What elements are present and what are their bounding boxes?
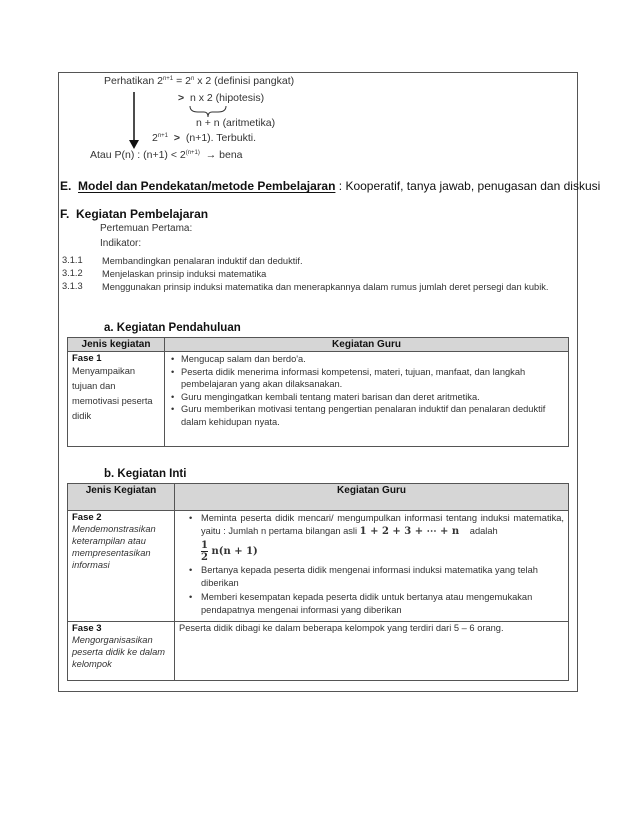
list-item: • Memberi kesempatan kepada peserta didik untuk bertanya atau mengemukakan pendapatnya mengenai informasi yang diberikan [191, 591, 564, 617]
fase-label: Fase 2 [72, 512, 102, 523]
pendahuluan-heading: a. Kegiatan Pendahuluan [104, 322, 241, 334]
fase-3-text: Peserta didik dibagi ke dalam beberapa kelompok yang terdiri dari 5 – 6 orang. [179, 623, 504, 633]
section-e-heading: E. Model dan Pendekatan/metode Pembelajaran : Kooperatif, tanya jawab, penugasan dan diskusi [60, 179, 601, 193]
proof-line-5: Atau P(n) : $(n+1) < 2^{(n+1)}$ → bena [90, 149, 243, 161]
inti-table [67, 483, 569, 681]
list-item: • Guru memberikan motivasi tentang pengertian penalaran induktif dan penalaran deduktif dalam kehidupan nyata. [181, 403, 564, 428]
list-item: • Bertanya kepada peserta didik mengenai informasi induksi matematika yang telah diberikan [191, 564, 564, 590]
proof-line-2: > n x 2 (hipotesis) [178, 92, 265, 104]
table-row [68, 511, 569, 622]
list-item: • Mengucap salam dan berdo'a. [181, 353, 564, 366]
list-item: • Meminta peserta didik mencari/ mengumpulkan informasi tentang induksi matematika, yaitu : Jumlah n pertama bilangan asli 1 + 2 + 3 + ⋯ + n adalah $\frac{1}{2}$ n(n + 1) [191, 512, 564, 563]
fase-label: Fase 1 [72, 353, 102, 364]
brace-icon [188, 104, 228, 118]
col-jenis-kegiatan: Jenis kegiatan [68, 338, 165, 352]
list-item: • Peserta didik menerima informasi kompetensi, materi, tujuan, manfaat, dan langkah pembelajaran yang akan dilaksanakan. [181, 366, 564, 391]
sum-result-formula: $\frac{1}{2}$ n(n + 1) [201, 540, 258, 563]
indicator-item: 3.1.1 Membandingkan penalaran induktif dan deduktif. [62, 255, 303, 266]
fase-description: Menyampaikan tujuan dan memotivasi peserta didik [72, 366, 153, 421]
pendahuluan-table [67, 337, 569, 447]
sum-formula: 1 + 2 + 3 + ⋯ + n [359, 526, 460, 537]
col-jenis-kegiatan: Jenis Kegiatan [68, 484, 175, 511]
proof-line-3: n + n (aritmetika) [196, 117, 276, 129]
section-f-heading: F. Kegiatan Pembelajaran [60, 207, 209, 221]
table-row [68, 622, 569, 681]
table-row [68, 352, 569, 447]
proof-line-4: $2^{n+1} > (n+1)$. Terbukti. [152, 132, 256, 144]
fase-description: Mengorganisasikan peserta didik ke dalam kelompok [72, 635, 166, 669]
inti-heading: b. Kegiatan Inti [104, 468, 187, 480]
indicator-item: 3.1.2 Menjelaskan prinsip induksi matematika [62, 268, 267, 279]
pertemuan-label: Pertemuan Pertama: [100, 223, 193, 234]
list-item: • Guru mengingatkan kembali tentang materi barisan dan deret aritmetika. [181, 391, 564, 404]
indicator-item: 3.1.3 Menggunakan prinsip induksi matematika dan menerapkannya dalam rumus jumlah deret persegi dan kubik. [62, 281, 549, 292]
proof-line-1: Perhatikan $2^{n+1} = 2^n$ x 2 (definisi pangkat) [104, 75, 295, 87]
col-kegiatan-guru: Kegiatan Guru [165, 338, 569, 352]
down-arrow-icon [129, 92, 139, 150]
fase-label: Fase 3 [72, 623, 102, 634]
fase-description: Mendemonstrasikan keterampilan atau mempresentasikan informasi [72, 524, 156, 570]
indikator-label: Indikator: [100, 238, 142, 249]
col-kegiatan-guru: Kegiatan Guru [175, 484, 569, 511]
